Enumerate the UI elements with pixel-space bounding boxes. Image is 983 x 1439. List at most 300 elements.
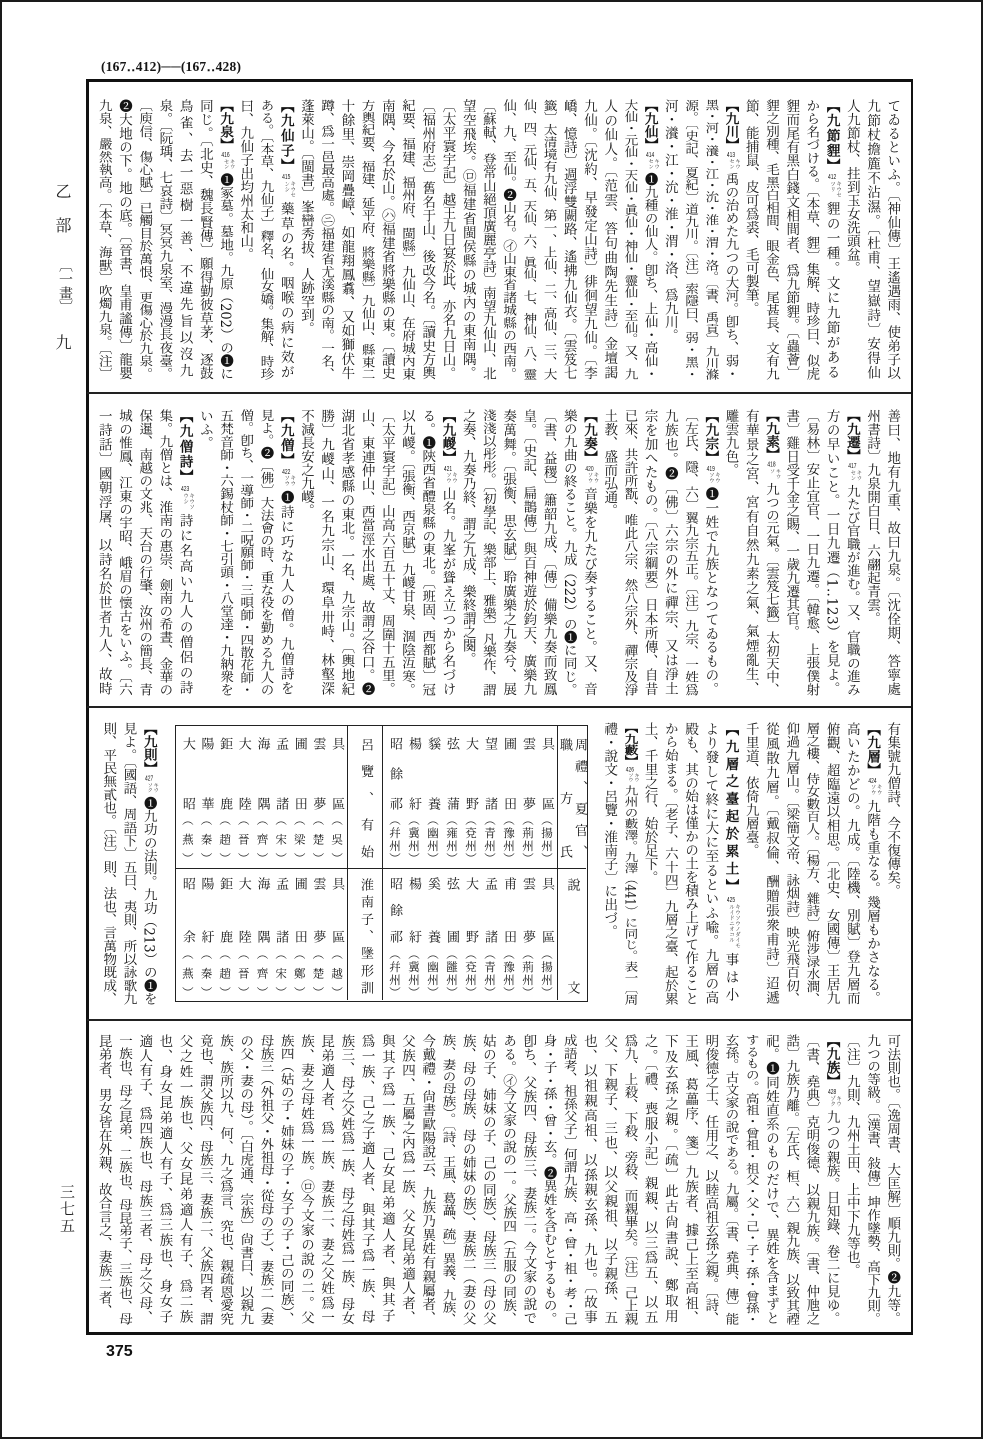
- marsh-name: 具區: [329, 877, 345, 943]
- column-line: [761, 722, 781, 1005]
- column-text: 也、身女昆弟適人有子、爲三族也、身女子: [156, 1034, 173, 1325]
- entry-start-column: [276, 409, 296, 696]
- column-line: [94, 99, 114, 380]
- table-cell: [424, 868, 441, 1000]
- column-line: [195, 1034, 215, 1325]
- table-cell: [216, 868, 233, 1000]
- entry-headword: 【九則】: [140, 722, 157, 775]
- entry-number: 428: [828, 1087, 837, 1096]
- column-text: 九節杖擔簏不沾濕。〔杜甫、望嶽詩〕安得仙: [864, 99, 881, 380]
- column-text: 族、族所以九、何、九之爲言、究也、親疏恩愛究: [217, 1034, 234, 1326]
- column-text: 善曰、地有九重、故曰九泉。〔沈佺期、答寧處: [884, 409, 901, 696]
- table-cell: [405, 726, 422, 868]
- entry-reading: キウセンシ: [283, 180, 296, 198]
- column-text: 方の早いこと。一日九遷（1‥123）を見よ。: [823, 409, 840, 696]
- column-text: 身・子・孫・曾・玄。❷異姓を含むとするもの。: [540, 1034, 557, 1326]
- column-line: [538, 99, 558, 380]
- text-column: [619, 99, 639, 380]
- column-text: 族四（姑の子・姉妹の子・女子の子・己の同族）、: [277, 1034, 294, 1325]
- marsh-name: 弦蒲: [444, 737, 459, 810]
- entry-number: 421: [443, 464, 453, 473]
- column-text: ❶九功の法則。九功（213）の❶を: [140, 796, 157, 1005]
- entry-reading: キウソウ: [869, 784, 882, 796]
- table-source-lulan: [348, 726, 383, 868]
- column-text: 昆弟適人者、爲一族、妻族二、妻之父姓爲一: [318, 1034, 335, 1325]
- region-name: （雍州）: [445, 814, 459, 864]
- marsh-name: 圃田: [291, 877, 307, 943]
- column-text: 僧。卽ち、一導師・二呪願師・三唄師・四散花師・: [237, 409, 254, 696]
- entry-headword: 【九川】: [722, 99, 739, 151]
- entry-number: 413: [726, 150, 736, 159]
- column-text: の父・妻の母）。〔白虎通、宗族〕尙書曰、以親九: [237, 1034, 254, 1326]
- text-column: [397, 99, 417, 380]
- column-text: 〔福州府志〕舊名于山、後改今名。〔讀史方輿: [419, 99, 436, 380]
- column-line: [138, 722, 158, 1005]
- text-column: [761, 99, 781, 380]
- text-column: [801, 722, 821, 1005]
- column-line: [842, 409, 862, 696]
- table-cell: [253, 726, 270, 868]
- region-name: （秦）: [199, 948, 214, 998]
- entry-headword: 【九層】: [864, 722, 881, 777]
- column-line: [118, 722, 138, 1005]
- entry-reading: キウソウノダイモルイドニオコル: [728, 903, 741, 948]
- marsh-name: 鉅鹿: [217, 877, 233, 943]
- entry-headword: 【九奏】: [581, 409, 597, 465]
- entry-start-column: [700, 409, 720, 696]
- table-cell: [216, 726, 233, 868]
- entry-start-column: [215, 99, 235, 380]
- table-source-line: 周禮、夏官、: [572, 738, 587, 858]
- column-line: [842, 722, 862, 1005]
- text-column: [437, 99, 457, 380]
- marsh-name: 昭餘祁: [387, 877, 402, 943]
- text-column: [619, 409, 639, 696]
- marsh-name: 圃田: [501, 737, 516, 810]
- marsh-name: 雲夢: [310, 737, 326, 810]
- text-column: [316, 99, 336, 380]
- table-cell: [481, 868, 498, 1000]
- table-source-line: 淮南子、墬形訓: [358, 878, 373, 994]
- column-text: 源。〔史記、夏紀〕道九川。〔注〕索隱曰、弱・黑・: [682, 99, 699, 381]
- entry-start-column: [639, 99, 659, 380]
- column-text: 方輿紀要、福建、延平府、將樂縣〕九仙山、縣東二: [358, 99, 375, 381]
- column-text: 父之姓一族也、父女昆弟適人有子、爲二族: [176, 1034, 193, 1325]
- column-text: 紀要、福建、福州府、閩縣〕九仙山、在府城內東: [399, 99, 416, 380]
- region-name: （越）: [330, 948, 345, 998]
- column-line: [720, 722, 740, 1005]
- entry-number: 417: [848, 461, 857, 470]
- column-line: [215, 99, 235, 380]
- table-cell: [197, 726, 214, 868]
- table-column-divider: [557, 726, 558, 1000]
- text-band-4: [93, 1034, 902, 1325]
- table-source-shuowen: [558, 868, 586, 1000]
- marsh-name: 昭余: [179, 877, 195, 943]
- column-line: [720, 99, 740, 380]
- marsh-name: 具區: [539, 877, 554, 943]
- entry-start-column: [842, 409, 862, 696]
- entry-reading: キウセン: [222, 158, 235, 169]
- column-line: [478, 99, 498, 380]
- region-name: （荊州）: [521, 814, 535, 864]
- entry-headword: 【九宗】: [702, 409, 719, 465]
- column-text: 南隅、今名於山。㋩福建省將樂縣の東。〔讀史: [378, 99, 395, 380]
- region-name: （揚州）: [540, 814, 554, 864]
- region-name: （燕）: [180, 814, 195, 864]
- table-source-zhouli: [558, 726, 586, 868]
- column-line: [579, 409, 599, 696]
- column-text: 土、千里之行、始於足下。: [641, 722, 658, 884]
- table-cell: [179, 726, 196, 868]
- column-line: [882, 1034, 902, 1325]
- marsh-name: 大野: [463, 737, 478, 810]
- entry-reading: キウソウ: [444, 472, 457, 484]
- column-line: [862, 722, 882, 1005]
- text-column: [94, 99, 114, 380]
- table-cell: [443, 868, 460, 1000]
- column-text: 不減長安之九嵕。: [297, 409, 314, 517]
- column-text: するもの。高祖・曾祖・祖父・父・己・子・孫・曾孫・: [742, 1034, 759, 1325]
- table-cell: [462, 868, 479, 1000]
- text-column: [114, 409, 134, 696]
- entry-headword: 【九遷】: [843, 409, 860, 462]
- marsh-name: 雲夢: [520, 877, 535, 943]
- column-text: ❶九種の仙人。卽ち、上仙・高仙・: [641, 172, 658, 381]
- column-text: 〔易林〕安止宜官、一日九遷。〔韓愈、上張僕射: [803, 409, 820, 696]
- region-name: （揚州）: [540, 948, 554, 998]
- column-line: [518, 99, 538, 380]
- page-number: 375: [106, 1343, 133, 1360]
- column-text: 黑・河・瀁・江・沇・淮・渭・洛。〔書、禹貢〕九川滌: [702, 99, 719, 381]
- text-column: [801, 99, 821, 380]
- column-text: 樂の九曲の終ること。九成（222）の❶に同じ。: [560, 409, 577, 696]
- text-column: [538, 99, 558, 380]
- column-text: 宗を加へたもの。〔八宗綱要〕日本所傳、自昔: [641, 409, 658, 696]
- column-text: 五梵音師・六錫杖師・七引頭・八堂達・九納衆を: [217, 409, 234, 696]
- column-text: 九仙。〔沈約、早發定山詩〕徘徊望九仙。〔李: [581, 99, 597, 380]
- column-line: [660, 722, 680, 1005]
- column-text: 土教、盛而弘通。: [601, 409, 618, 517]
- column-line: [397, 99, 417, 380]
- stroke-count-label: 九: [53, 334, 72, 350]
- column-line: [174, 409, 194, 696]
- column-line: [559, 409, 579, 696]
- column-text: 族、母の母族、母の姉妹の族）、妻族二（妻の父: [459, 1034, 476, 1325]
- text-column: [98, 722, 118, 1005]
- text-column: [559, 1034, 579, 1325]
- column-text: 仰過九層山。〔梁簡文帝、詠烟詩〕映光飛百仞、: [783, 722, 800, 1005]
- marsh-name: 海隅: [254, 737, 270, 810]
- region-name: （幷州）: [388, 814, 402, 864]
- text-band-3-left: [98, 722, 159, 1005]
- entry-reading: キウソウシ: [182, 492, 195, 510]
- column-text: 爲一族、己之子適人者、與其子爲一族、母: [358, 1034, 375, 1325]
- column-text: る。❶陝西省醴泉縣の東北。〔班固、西都賦〕冠: [419, 409, 436, 696]
- column-line: [255, 1034, 275, 1325]
- column-line: [154, 99, 174, 380]
- table-block-zhouli: [383, 726, 558, 868]
- text-column: [882, 1034, 902, 1325]
- column-text: 九つの元氣。〔雲笈七籤〕太初天中、: [762, 482, 779, 697]
- column-text: 九つの親族。日知錄、卷二に見ゆ。: [823, 1110, 840, 1325]
- text-column: [579, 99, 599, 380]
- column-text: 九泉、嚴然執高。〔本草、海獸〕吹燭九泉。〔注〕: [95, 99, 112, 380]
- marsh-name: 陽華: [198, 737, 214, 810]
- column-text: 嶠、憶詩〕週浮雙闕路、遙拂九仙衣。〔雲笈七: [560, 99, 577, 380]
- column-line: [639, 99, 659, 380]
- column-text: 則、平民無貳也。〔注〕則、法也、言萬物既成、: [100, 722, 117, 1005]
- column-line: [619, 1034, 639, 1325]
- column-text: 已來、共許所翫、唯此八宗、然八宗外、禪宗及淨: [621, 409, 638, 696]
- column-line: [215, 409, 235, 696]
- entry-number: 426: [625, 766, 635, 773]
- region-name: （宋）: [274, 948, 289, 998]
- column-text: 貍之別種、毛黑白相間、眼金色、尾甚長、文有九: [762, 99, 779, 380]
- entry-reading: キウソク: [146, 781, 159, 793]
- region-name: （冀州）: [407, 948, 421, 998]
- text-column: [498, 99, 518, 380]
- text-column: [255, 99, 275, 380]
- column-line: [437, 99, 457, 380]
- column-text: 同じ。〔北史、魏長賢傳〕願得勤彼草茅、逐鼓: [196, 99, 213, 380]
- column-text: 皇。〔史記、扁鵲傳〕與百神遊於鈞天、廣樂九: [520, 409, 537, 696]
- column-text: ❶冢墓。墓地。九原（202）の❶に: [217, 172, 234, 381]
- column-text: 爲九、上殺、下殺、旁殺、而親畢矣。〔注〕己上親: [621, 1034, 638, 1325]
- region-name: （楚）: [311, 948, 326, 998]
- table-block-lulan: [176, 726, 348, 868]
- table-cell: [443, 726, 460, 868]
- marsh-name: 大陸: [235, 737, 251, 810]
- table-cell: [235, 726, 252, 868]
- text-column: [518, 99, 538, 380]
- text-column: [195, 1034, 215, 1325]
- column-text: 望空飛埃。㋺福建省閩侯縣の城內の東南隅。: [459, 99, 476, 380]
- region-name: （齊）: [255, 948, 270, 998]
- marsh-name: 大陸: [235, 877, 251, 943]
- column-line: [821, 722, 841, 1005]
- entry-headword: 【九嵕】: [439, 409, 456, 465]
- text-column: [478, 409, 498, 696]
- entry-number: 424: [868, 776, 877, 785]
- entry-reading: キウセン: [728, 158, 741, 169]
- region-name: （楚）: [311, 814, 326, 864]
- column-line: [720, 1034, 740, 1325]
- column-line: [882, 99, 902, 380]
- marsh-name: 昭餘祁: [387, 737, 402, 810]
- table-source-line: 職方氏: [557, 738, 572, 858]
- entry-number: 414: [646, 150, 655, 159]
- table-cell: [291, 868, 308, 1000]
- column-line: [498, 99, 518, 380]
- column-line: [215, 1034, 235, 1325]
- column-text: 禮・說文・呂覽・淮南子〕に出づ。: [601, 722, 618, 938]
- entry-number: 423: [181, 485, 190, 493]
- column-line: [741, 1034, 761, 1325]
- marsh-name: 奚養: [425, 877, 440, 943]
- table-cell: [386, 726, 403, 868]
- column-text: 誥〕九族乃離。〔左氏、桓、六〕親九族、以致其禋: [783, 1034, 800, 1325]
- column-text: 貍の一種。文に九節がある: [823, 201, 840, 380]
- marsh-name: 孟諸: [273, 737, 289, 810]
- text-column: [741, 1034, 761, 1325]
- entry-start-column: [437, 409, 457, 696]
- marsh-name: 海隅: [254, 877, 270, 943]
- column-text: 山名。九峯が聳え立つから名づけ: [439, 487, 456, 696]
- table-cell: [405, 868, 422, 1000]
- region-name: （吳）: [330, 814, 345, 864]
- entry-headword: 【九層之臺起於累土】: [722, 722, 739, 897]
- entry-headword: 【九僧】: [277, 409, 294, 468]
- entry-headword: 【九泉】: [217, 99, 234, 152]
- column-text: 有華景之宮、宮有自然九素之氣、氣煙亂生、: [742, 409, 759, 696]
- entry-start-column: [821, 99, 841, 380]
- region-name: （晉）: [236, 814, 251, 864]
- text-column: [276, 1034, 296, 1325]
- stroke-section-label: 〔一畫〕: [57, 258, 73, 314]
- column-line: [559, 1034, 579, 1325]
- column-text: 大仙・元仙・天仙・眞仙・神仙・靈仙・至仙。又、九: [621, 99, 638, 381]
- entry-reading: キウソウ: [283, 475, 296, 487]
- column-text: 從風散九層。〔戴叔倫、酬贈張衆甫詩〕迢遞: [762, 722, 779, 1005]
- entry-number: 418: [767, 460, 776, 468]
- entry-reading: キウソ: [768, 467, 781, 479]
- column-text: 有集號九僧詩、今不復傳矣。: [884, 722, 901, 898]
- column-line: [478, 409, 498, 696]
- column-text: 成語考、祖孫父子〕何謂九族、高・曾・祖・考・己: [560, 1034, 577, 1326]
- entry-start-column: [720, 99, 740, 380]
- column-line: [680, 409, 700, 696]
- text-column: [680, 722, 700, 1005]
- region-name: （梁）: [292, 814, 307, 864]
- column-text: 以九嵕。〔張衡、西京賦〕九嵕甘泉、涸陰沍寒。: [399, 409, 416, 696]
- column-text: 蓬萊山。〔閩書〕峯巒秀拔、人跡罕到。: [297, 99, 314, 336]
- table-source-line: 說文: [564, 878, 580, 994]
- column-text: 一詩話〕國朝浮屠、以詩名於世者九人、故時: [95, 409, 112, 696]
- column-text: 適人有子、爲四族也、母族三者、母之父母、: [136, 1034, 153, 1325]
- column-line: [275, 409, 295, 696]
- column-text: 保暹、南越の文兆、天台の行肇、汝州の簡長、青: [136, 409, 153, 696]
- text-column: [559, 409, 579, 696]
- column-text: いふ。: [196, 409, 213, 450]
- column-text: 卽ち、父族四、母族三、妻族二。今文家の說で: [520, 1034, 537, 1325]
- text-column: [377, 1034, 397, 1325]
- column-text: 父、下親子、三也、以父親祖、以子親孫、五: [601, 1034, 618, 1325]
- region-name: （晉）: [236, 948, 251, 998]
- region-name: （宋）: [274, 814, 289, 864]
- column-line: [619, 722, 639, 1005]
- table-cell: [309, 726, 326, 868]
- column-text: 十餘里、崇岡疊嶂、如龍翔鳳翥、又如獅伏牛: [338, 99, 355, 380]
- text-column: [235, 409, 255, 696]
- column-text: 九州の藪澤。九澤（441）に同じ。表一〔周: [621, 784, 638, 1006]
- text-column: [356, 1034, 376, 1325]
- table-cell: [179, 868, 196, 1000]
- text-column: [154, 1034, 174, 1325]
- text-column: [619, 1034, 639, 1325]
- text-column: [680, 409, 700, 696]
- column-text: 見よ。❷〔佛〕大法會の時、重な役を勤める九人の: [257, 409, 274, 696]
- entry-start-column: [862, 722, 882, 1005]
- region-name: （青州）: [483, 814, 497, 864]
- table-source-line: 呂覽、有始: [358, 738, 373, 858]
- marsh-name: 望諸: [482, 737, 497, 810]
- column-text: 州書詩〕九泉開白日、六翮起青雲。: [864, 409, 881, 625]
- column-text: てゐるといふ。〔神仙傳〕王遙遇雨、使弟子以: [884, 99, 901, 380]
- column-text: 俯觀、超臨遠以相思。〔北史、女國傳〕王居九: [823, 722, 840, 1005]
- column-text: 籤〕太清境有九仙、第一、上仙、二、高仙、三、大: [540, 99, 557, 381]
- band-divider: [87, 392, 911, 394]
- column-text: 可法則也。〔逸周書、大匡解〕順九則。❷九等。: [884, 1034, 901, 1325]
- column-line: [255, 99, 275, 380]
- column-text: 泉。〔阮瑀、七哀詩〕冥冥九泉室、漫漫長夜臺。: [156, 99, 173, 380]
- column-text: ❶一姓で九族となつてゐるもの。: [702, 487, 719, 696]
- text-column: [781, 722, 801, 1005]
- text-column: [882, 409, 902, 696]
- column-text: 貍而尾有黑白錢文相間者、爲九節貍。〔蟲薈〕: [783, 99, 800, 380]
- column-line: [680, 99, 700, 380]
- column-line: [377, 409, 397, 696]
- text-column: [235, 1034, 255, 1325]
- marsh-name: 弦圃: [444, 877, 459, 943]
- column-text: 層之樓、侍女數百人。〔楊方、雜詩〕俯涉渌水澗、: [803, 722, 820, 1006]
- entry-start-column: [276, 99, 296, 380]
- marsh-name: 甫田: [501, 877, 516, 943]
- text-column: [882, 99, 902, 380]
- column-text: 山、東連仲山、西當涇水出處、故謂之谷口。❷: [358, 409, 375, 696]
- table-cell: [519, 868, 536, 1000]
- table-cell: [328, 726, 345, 868]
- text-column: [356, 409, 376, 696]
- text-column: [761, 722, 781, 1005]
- column-line: [680, 722, 700, 1005]
- column-text: ❷大地の下。地の底。〔晉書、皇甫謐傳〕龍嬰: [115, 99, 132, 380]
- column-text: 雕雲九色。: [722, 409, 739, 477]
- column-text: 節、能捕鼠、皮可爲裘、毛可製筆。: [742, 99, 759, 315]
- marsh-name: 陽紆: [198, 877, 214, 943]
- column-text: 族、妻之母姓爲一族。㋺今文家の說の二。父: [297, 1034, 314, 1325]
- text-column: [118, 722, 138, 1005]
- column-text: 奏萬舞。〔張衡、思玄賦〕聆廣樂之九奏兮、展: [500, 409, 517, 696]
- text-column: [255, 1034, 275, 1325]
- entry-headword: 【九節貍】: [823, 99, 840, 174]
- entry-headword: 【九僧詩】: [176, 409, 193, 486]
- column-text: 〔太平寰宇記〕越王九日宴於此、亦名九日山。: [439, 99, 456, 381]
- text-column: [781, 1034, 801, 1325]
- region-name: （幽州）: [426, 948, 440, 998]
- region-name: （秦）: [199, 814, 214, 864]
- table-block-huainanzi: [176, 868, 348, 1000]
- text-column: [134, 409, 154, 696]
- entry-headword: 【九仙】: [641, 99, 658, 151]
- band-divider: [87, 706, 911, 708]
- column-text: 與其子爲一族、己女昆弟適人者、與其子: [378, 1034, 395, 1325]
- entry-number: 425: [726, 896, 736, 904]
- column-text: から始まる。〔老子、六十四〕九層之臺、起於累: [661, 722, 678, 1005]
- column-text: 明俊德之士、任用之、以睦高祖玄孫之親。〔詩、: [702, 1034, 719, 1325]
- column-text: から名づける。〔本草、貍〕集解、時珍曰、似虎: [803, 99, 820, 380]
- column-text: 城の惟鳳、江東の宇昭、峨眉の懷古をいふ。〔六: [115, 409, 132, 696]
- column-line: [316, 99, 336, 380]
- region-name: （趙）: [218, 948, 233, 998]
- column-text: 〔書、堯典〕克明俊德、以親九族。〔書、仲虺之: [803, 1034, 820, 1325]
- entry-number: 416: [221, 151, 230, 159]
- entry-number: 422: [282, 467, 291, 476]
- region-name: （幽州）: [426, 814, 440, 864]
- column-line: [255, 409, 275, 696]
- table-cell: [538, 726, 555, 868]
- entry-start-column: [619, 722, 639, 1005]
